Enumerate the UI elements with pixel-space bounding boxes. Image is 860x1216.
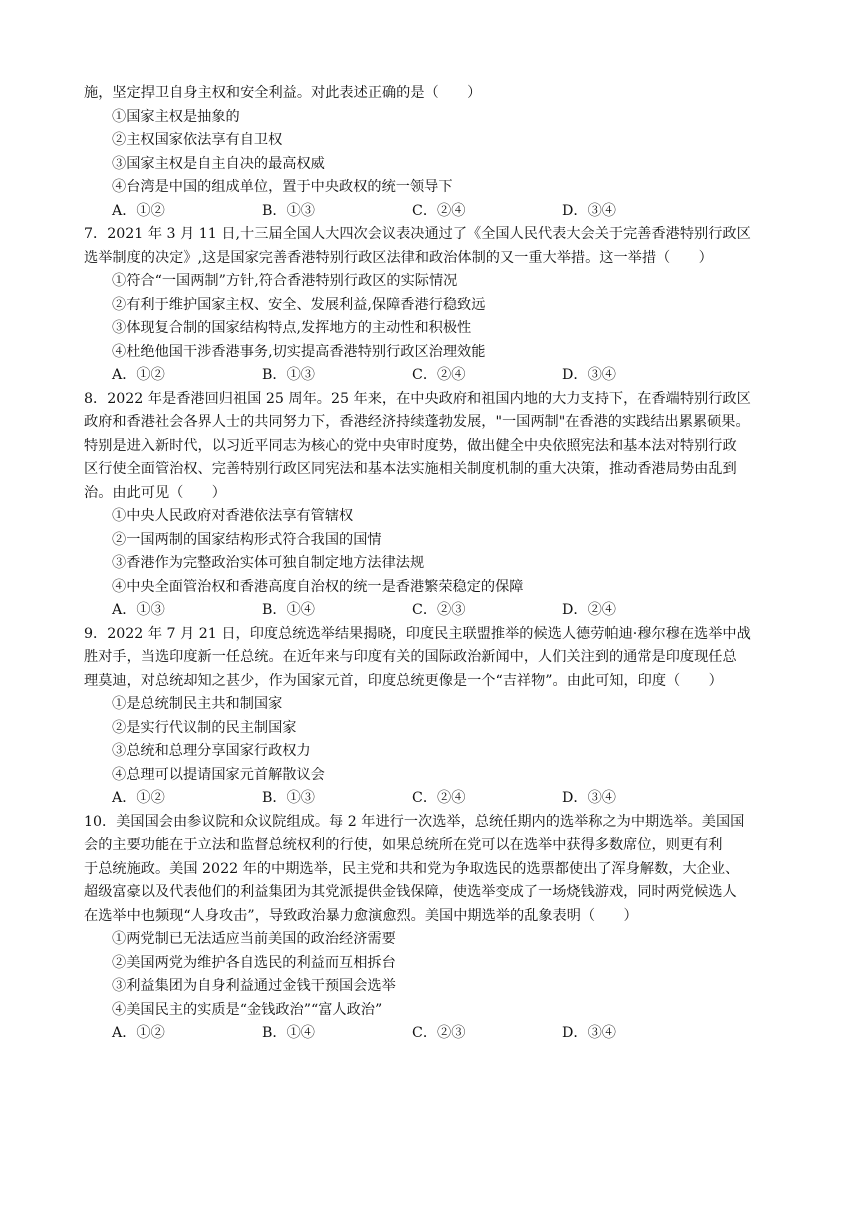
- question-option: ③利益集团为自身利益通过金钱干预国会选举: [112, 978, 396, 994]
- question-option: ②是实行代议制的民主制国家: [112, 719, 297, 736]
- question-stem-line: 10．美国国会由参议院和众议院组成。每 2 年进行一次选举，总统任期内的选举称之为中期选举。美国国: [84, 813, 745, 830]
- answer-choices: [84, 364, 784, 388]
- question-stem-line: 理莫迪，对总统却知之甚少，作为国家元首，印度总统更像是一个“吉祥物”。由此可知，印度（ ）: [84, 672, 723, 689]
- question-option: ①两党制已无法适应当前美国的政治经济需要: [112, 931, 396, 947]
- choice-a: A．①②: [112, 790, 165, 806]
- choice-b: B．①③: [262, 367, 315, 383]
- choice-c: C．②③: [412, 602, 466, 618]
- answer-choices: [84, 787, 784, 811]
- question-option: ②一国两制的国家结构形式符合我国的国情: [112, 531, 382, 548]
- choice-b: B．①③: [262, 202, 315, 219]
- choice-d: D．③④: [562, 202, 616, 219]
- choice-c: C．②④: [412, 367, 466, 383]
- question-stem-line: 区行使全面管治权、完善特别行政区同宪法和基本法实施相关制度机制的重大决策，推动香港局势由乱到: [84, 461, 737, 477]
- question-stem-line: 超级富豪以及代表他们的利益集团为其党派提供金钱保障，使选举变成了一场烧钱游戏，同时两党候选人: [84, 884, 737, 900]
- choice-d: D．③④: [562, 367, 616, 383]
- question-option: ③香港作为完整政治实体可独自制定地方法律法规: [112, 555, 425, 571]
- choice-d: D．③④: [562, 1025, 616, 1041]
- choice-c: C．②④: [412, 202, 466, 219]
- question-option: ②有利于维护国家主权、安全、发展利益,保障香港行稳致远: [112, 296, 486, 313]
- question-option: ①国家主权是抽象的: [112, 108, 240, 125]
- exam-page: [84, 82, 784, 1046]
- answer-choices: [84, 200, 784, 224]
- question-stem-line: 会的主要功能在于立法和监督总统权利的行使，如果总统所在党可以在选举中获得多数席位，则更有利: [84, 837, 723, 853]
- question-6: [84, 82, 784, 223]
- answer-choices: [84, 599, 784, 623]
- choice-d: D．③④: [562, 790, 616, 806]
- question-stem-line: 胜对手，当选印度新一任总统。在近年来与印度有关的国际政治新闻中，人们关注到的通常是印度现任总: [84, 649, 737, 665]
- question-stem-line: 在选举中也频现“人身攻击”，导致政治暴力愈演愈烈。美国中期选举的乱象表明（ ）: [84, 907, 638, 924]
- question-option: ④台湾是中国的组成单位，置于中央政权的统一领导下: [112, 179, 453, 195]
- question-stem-line: 7．2021 年 3 月 11 日,十三届全国人大四次会议表决通过了《全国人民代表大会关于完善香港特别行政区: [84, 226, 751, 242]
- question-stem-line: 8．2022 年是香港回归祖国 25 周年。25 年来，在中央政府和祖国内地的大力支持下，在香端特别行政区: [84, 390, 751, 407]
- choice-a: A．①②: [112, 1025, 165, 1041]
- question-option: ④中央全面管治权和香港高度自治权的统一是香港繁荣稳定的保障: [112, 578, 524, 595]
- choice-d: D．②④: [562, 602, 616, 618]
- question-stem-line: 9．2022 年 7 月 21 日，印度总统选举结果揭晓，印度民主联盟推举的候选人德劳帕迪·穆尔穆在选举中战: [84, 625, 751, 642]
- answer-choices: [84, 1022, 784, 1046]
- choice-b: B．①④: [262, 1025, 315, 1041]
- choice-b: B．①④: [262, 602, 315, 618]
- question-option: ③体现复合制的国家结构特点,发挥地方的主动性和积极性: [112, 320, 472, 336]
- question-stem-line: 施，坚定捍卫自身主权和安全利益。对此表述正确的是（ ）: [84, 85, 482, 101]
- question-stem-line: 治。由此可见（ ）: [84, 484, 226, 501]
- question-stem-line: 政府和香港社会各界人士的共同努力下，香港经济持续蓬勃发展，"一国两制"在香港的实践结出累累硕果。: [84, 414, 750, 430]
- question-option: ①中央人民政府对香港依法享有管辖权: [112, 508, 354, 524]
- question-10: [84, 811, 784, 1046]
- question-stem-line: 选举制度的决定》,这是国家完善香港特别行政区法律和政治体制的又一重大举措。这一举措（ ）: [84, 249, 713, 266]
- question-option: ②主权国家依法享有自卫权: [112, 132, 283, 148]
- question-option: ①符合“一国两制”方针,符合香港特别行政区的实际情况: [112, 273, 458, 289]
- question-option: ①是总统制民主共和制国家: [112, 696, 283, 712]
- question-stem-line: 于总统施政。美国 2022 年的中期选举，民主党和共和党为争取选民的选票都使出了浑身解数，大企业、: [84, 860, 740, 877]
- question-option: ②美国两党为维护各自选民的利益而互相拆台: [112, 954, 396, 971]
- choice-a: A．①②: [112, 202, 165, 219]
- question-9: [84, 623, 784, 811]
- question-option: ③总统和总理分享国家行政权力: [112, 743, 311, 759]
- question-7: [84, 223, 784, 388]
- question-option: ③国家主权是自主自决的最高权威: [112, 155, 325, 172]
- question-option: ④总理可以提请国家元首解散议会: [112, 766, 325, 783]
- choice-c: C．②③: [412, 1025, 466, 1041]
- choice-b: B．①③: [262, 790, 315, 806]
- question-8: [84, 388, 784, 623]
- question-stem-line: 特别是进入新时代，以习近平同志为核心的党中央审时度势，做出健全中央依照宪法和基本法对特别行政: [84, 437, 737, 454]
- choice-c: C．②④: [412, 790, 466, 806]
- choice-a: A．①②: [112, 367, 165, 383]
- choice-a: A．①③: [112, 602, 165, 618]
- question-option: ④杜绝他国干涉香港事务,切实提高香港特别行政区治理效能: [112, 343, 486, 360]
- question-option: ④美国民主的实质是“金钱政治”“富人政治”: [112, 1001, 383, 1018]
